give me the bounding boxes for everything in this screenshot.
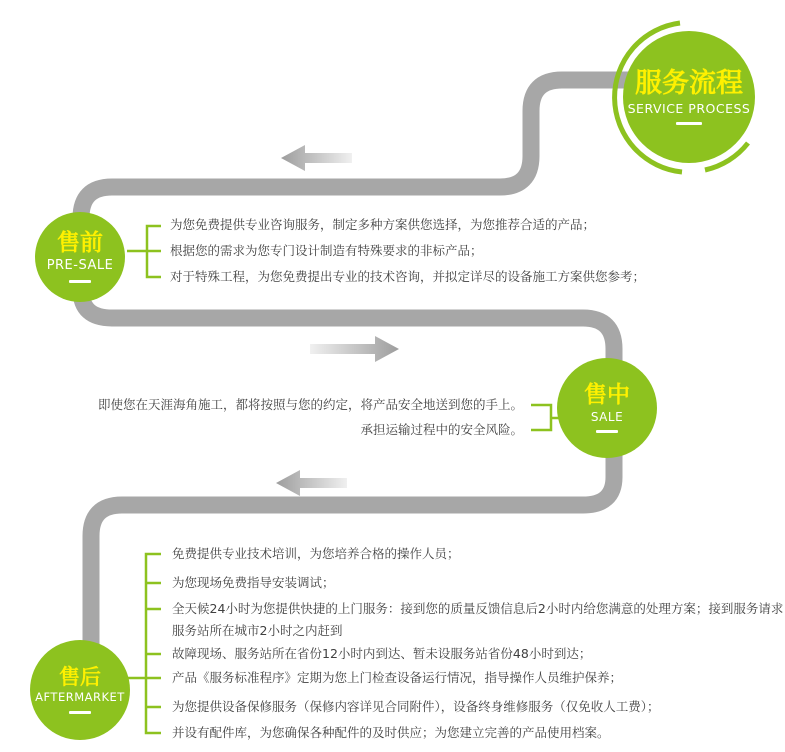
service-item: 全天候24小时为您提供快捷的上门服务：接到您的质量反馈信息后2小时内给您满意的处理方案；接到服务请求 [172,601,784,616]
stage-label: 售后 [59,665,101,690]
badge-subtitle: SERVICE PROCESS [627,100,751,116]
label-underline [69,280,91,283]
stage-circle-sale [557,358,657,458]
stage-circle-presale [35,212,125,302]
service-item: 故障现场、服务站所在省份12小时内到达、暂未设服务站省份48小时到达； [172,646,592,661]
service-item: 为您提供设备保修服务（保修内容详见合同附件），设备终身维修服务（仅免收人工费）； [172,699,660,714]
service-item: 服务站所在城市2小时之内赶到 [172,623,343,638]
badge-underline [676,122,702,125]
service-item: 为您现场免费指导安装调试； [172,575,335,590]
service-process-badge [623,31,755,163]
stage-label: 售中 [584,381,630,408]
stage-label-en: PRE-SALE [46,258,114,274]
badge-title: 服务流程 [635,68,743,100]
service-item: 即使您在天涯海角施工，都将按照与您的约定，将产品安全地送到您的手上。 [97,397,523,412]
stage-label-en: AFTERMARKET [35,690,125,705]
service-item: 根据您的需求为您专门设计制造有特殊要求的非标产品； [170,243,483,258]
service-item: 并设有配件库，为您确保各种配件的及时供应；为您建立完善的产品使用档案。 [172,725,610,740]
service-item: 产品《服务标准程序》定期为您上门检查设备运行情况，指导操作人员维护保养； [172,670,623,685]
label-underline [69,711,91,714]
service-item: 对于特殊工程，为您免费提出专业的技术咨询，并拟定详尽的设备施工方案供您参考； [170,269,646,284]
stage-label-en: SALE [590,409,624,424]
bracket-presale [127,226,161,277]
stage-label: 售前 [57,230,103,257]
bracket-aftermarket [127,554,161,733]
flow-arrow-left-icon [281,145,352,171]
stage-circle-aftermarket [30,640,130,740]
label-underline [596,430,618,433]
flow-arrow-left2-icon [276,470,347,496]
service-item: 承担运输过程中的安全风险。 [360,422,523,437]
flow-arrow-right-icon [310,336,399,362]
service-item: 免费提供专业技术培训，为您培养合格的操作人员； [172,546,460,561]
service-item: 为您免费提供专业咨询服务，制定多种方案供您选择，为您推荐合适的产品； [170,217,596,232]
